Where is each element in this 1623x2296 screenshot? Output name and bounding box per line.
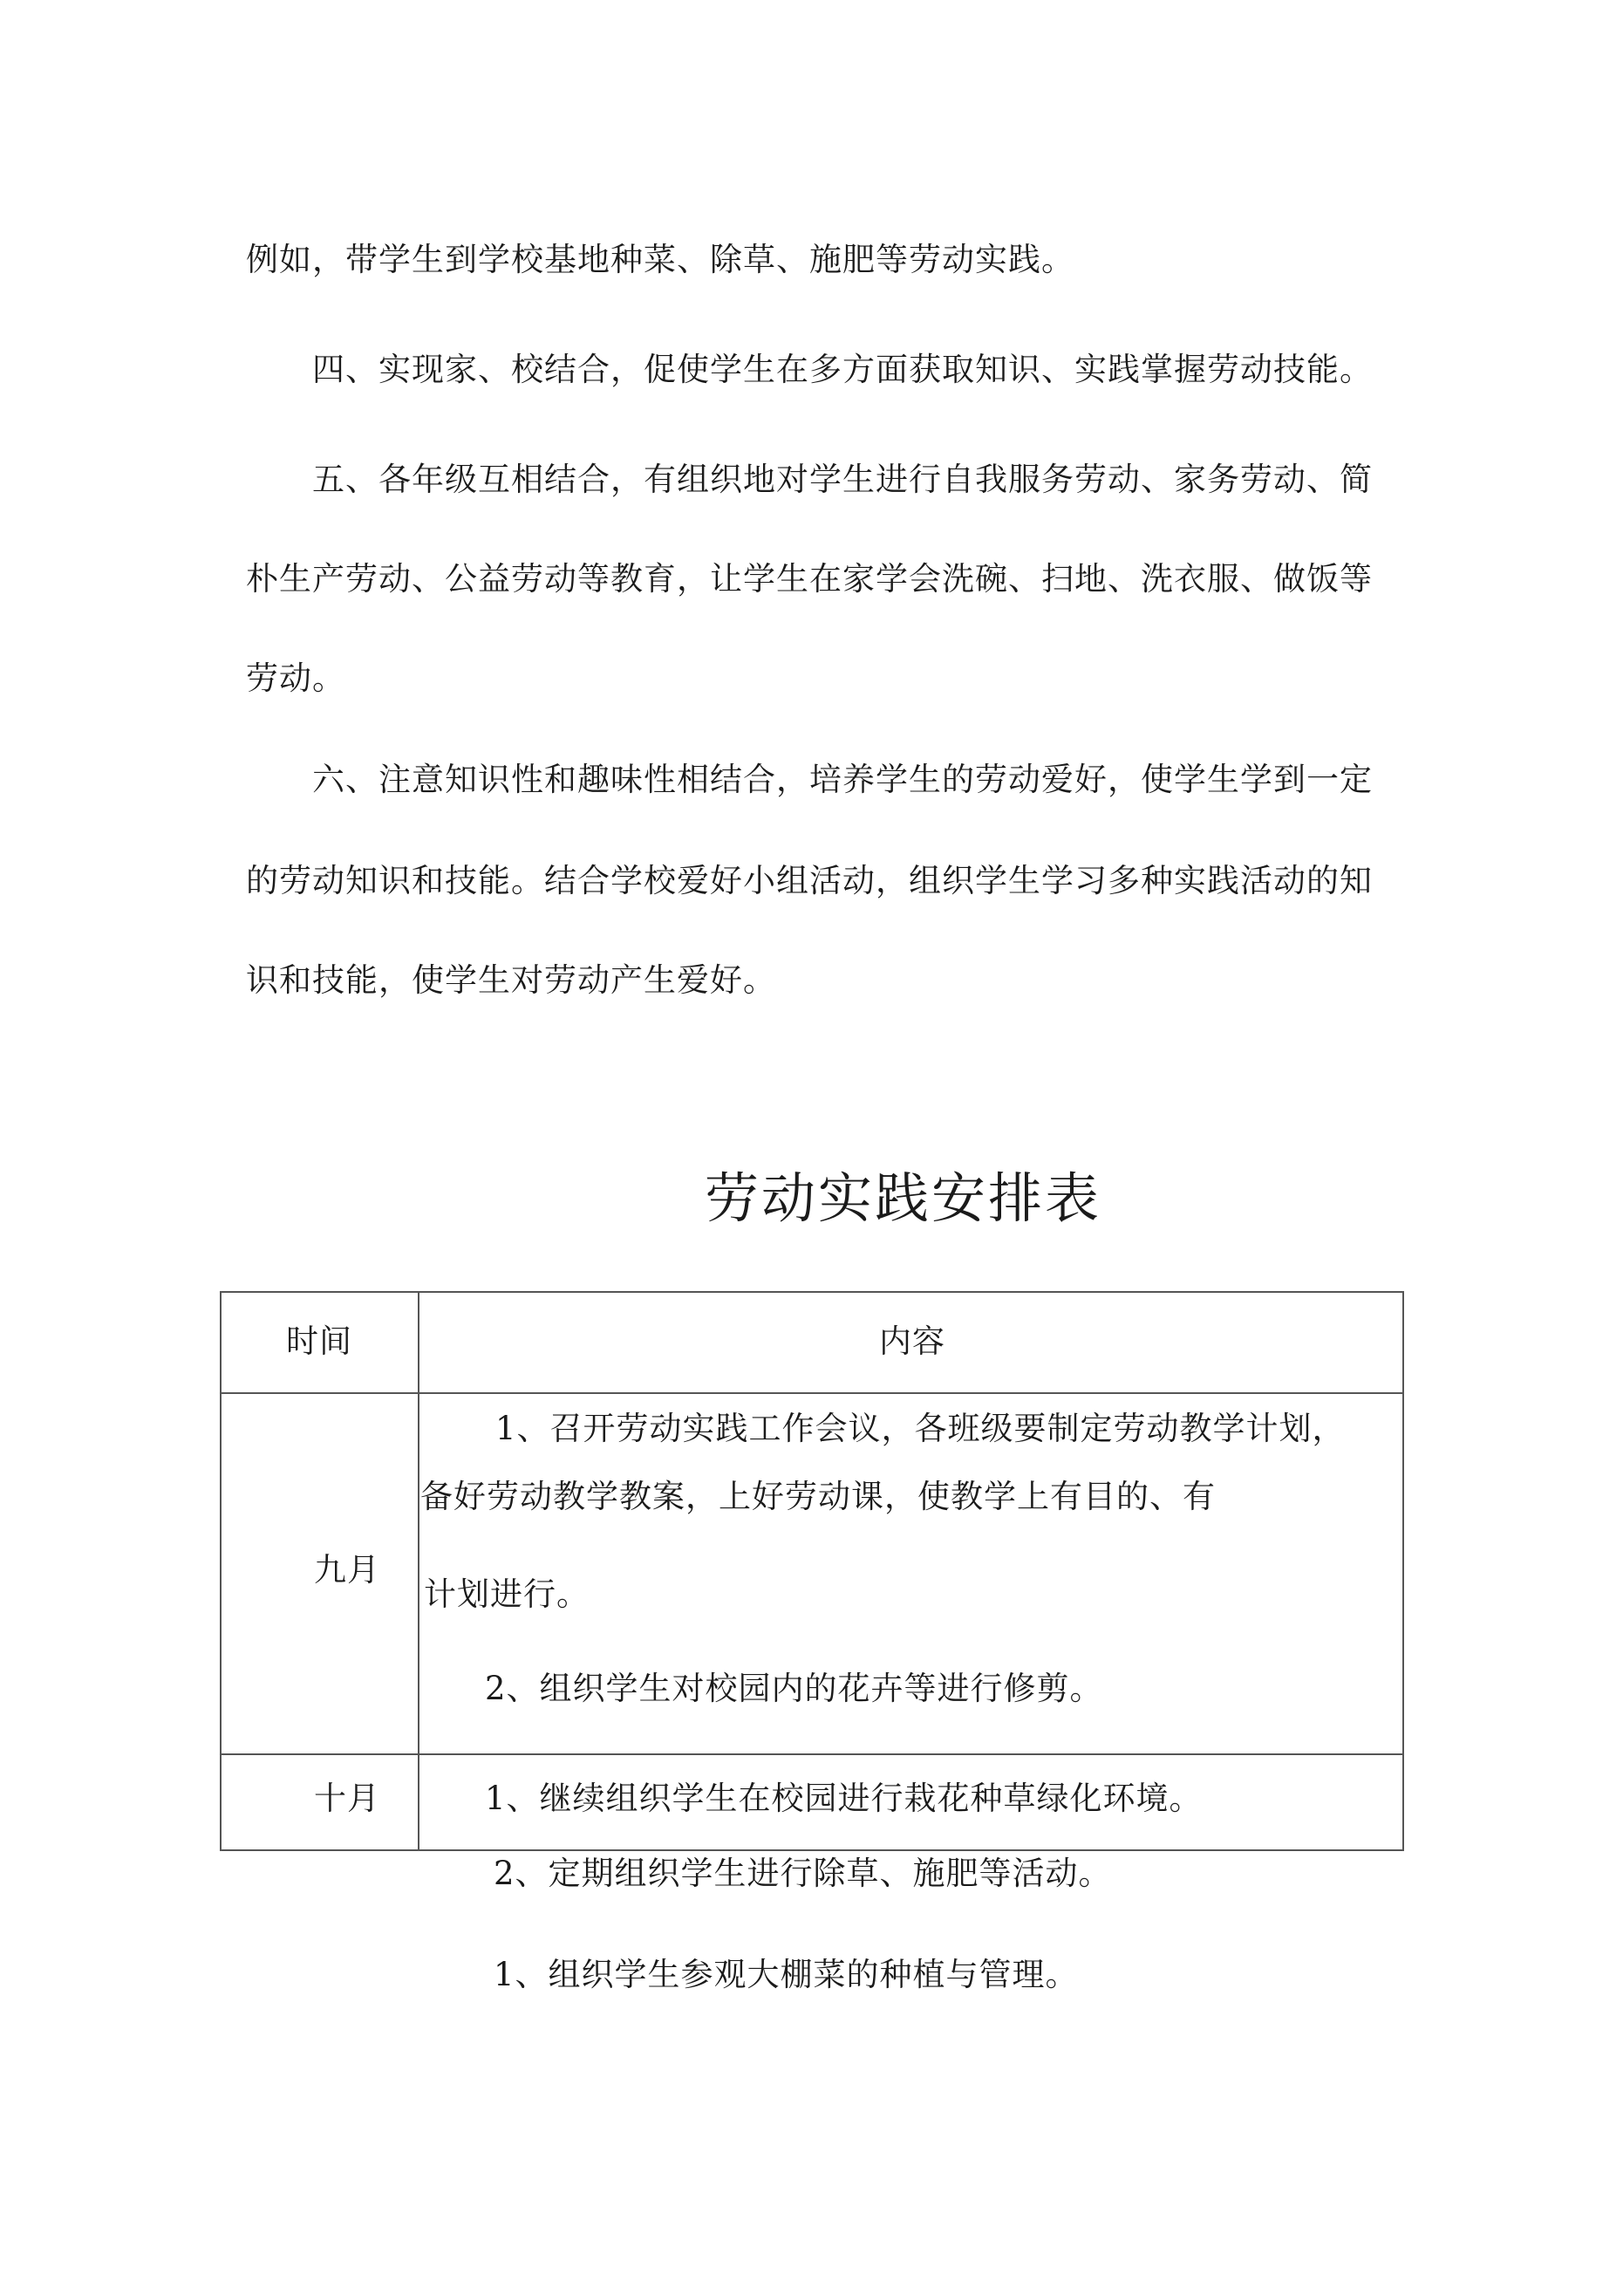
paragraph-line: 例如，带学生到学校基地种菜、除草、施肥等劳动实践。 (246, 241, 1074, 278)
paragraph-line: 五、各年级互相结合，有组织地对学生进行自我服务劳动、家务劳动、简 (312, 461, 1373, 498)
row-divider (222, 1753, 1402, 1755)
column-divider (418, 1293, 419, 1849)
content-line: 备好劳动教学教案，上好劳动课，使教学上有目的、有 (420, 1478, 1216, 1515)
paragraph-line: 识和技能，使学生对劳动产生爱好。 (246, 961, 776, 999)
row-divider (222, 1392, 1402, 1394)
paragraph-line: 2、定期组织学生进行除草、施肥等活动。 (494, 1855, 1112, 1892)
paragraph-line: 1、组织学生参观大棚菜的种植与管理。 (494, 1956, 1079, 1993)
content-line: 2、组织学生对校园内的花卉等进行修剪。 (485, 1670, 1103, 1707)
paragraph-line: 六、注意知识性和趣味性相结合，培养学生的劳动爱好，使学生学到一定 (312, 761, 1373, 798)
header-time: 时间 (286, 1322, 352, 1360)
month-cell: 十月 (314, 1780, 380, 1817)
paragraph-line: 的劳动知识和技能。结合学校爱好小组活动，组织学生学习多种实践活动的知 (246, 862, 1373, 899)
schedule-table (220, 1291, 1404, 1851)
paragraph-line: 四、实现家、校结合，促使学生在多方面获取知识、实践掌握劳动技能。 (312, 351, 1373, 388)
month-cell: 九月 (314, 1551, 380, 1589)
paragraph-line: 劳动。 (246, 659, 345, 697)
table-title: 劳动实践安排表 (704, 1166, 1101, 1230)
content-line: 1、继续组织学生在校园进行栽花种草绿化环境。 (485, 1780, 1203, 1817)
content-line: 1、召开劳动实践工作会议，各班级要制定劳动教学计划， (495, 1410, 1346, 1447)
content-line: 计划进行。 (424, 1575, 590, 1613)
header-content: 内容 (879, 1322, 945, 1360)
paragraph-line: 朴生产劳动、公益劳动等教育，让学生在家学会洗碗、扫地、洗衣服、做饭等 (246, 560, 1373, 598)
